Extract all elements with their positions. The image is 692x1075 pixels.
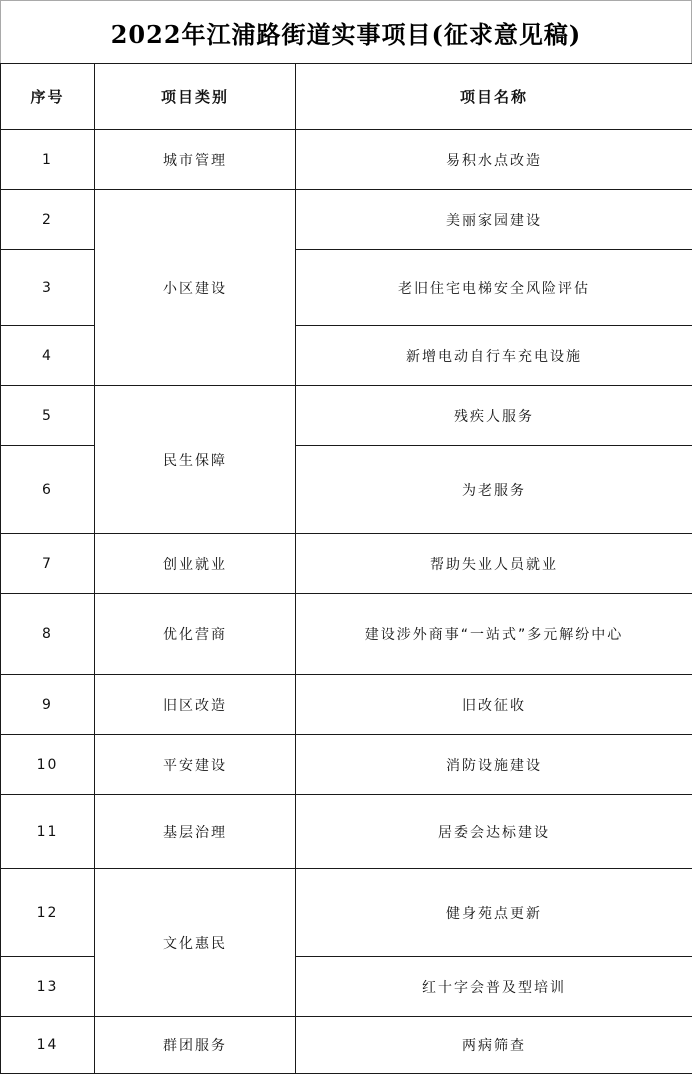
project-name: 红十字会普及型培训 bbox=[296, 957, 692, 1017]
row-number: 8 bbox=[1, 594, 95, 675]
project-name: 新增电动自行车充电设施 bbox=[296, 326, 692, 386]
header-no: 序号 bbox=[1, 64, 95, 130]
project-name: 易积水点改造 bbox=[296, 130, 692, 190]
project-name: 为老服务 bbox=[296, 446, 692, 534]
project-name: 健身苑点更新 bbox=[296, 869, 692, 957]
category-cell: 文化惠民 bbox=[95, 869, 296, 1017]
header-name: 项目名称 bbox=[296, 64, 692, 130]
table-row bbox=[1, 869, 692, 957]
table-row bbox=[1, 534, 692, 594]
category-cell: 民生保障 bbox=[95, 386, 296, 534]
category-cell: 城市管理 bbox=[95, 130, 296, 190]
row-number: 9 bbox=[1, 675, 95, 735]
project-name: 消防设施建设 bbox=[296, 735, 692, 795]
row-number: 10 bbox=[1, 735, 95, 795]
table-row bbox=[1, 795, 692, 869]
project-name: 美丽家园建设 bbox=[296, 190, 692, 250]
category-cell: 基层治理 bbox=[95, 795, 296, 869]
category-cell: 创业就业 bbox=[95, 534, 296, 594]
project-name: 帮助失业人员就业 bbox=[296, 534, 692, 594]
header-row bbox=[1, 64, 692, 130]
category-cell: 平安建设 bbox=[95, 735, 296, 795]
category-cell: 旧区改造 bbox=[95, 675, 296, 735]
project-name: 旧改征收 bbox=[296, 675, 692, 735]
row-number: 3 bbox=[1, 250, 95, 326]
table-row bbox=[1, 130, 692, 190]
row-number: 4 bbox=[1, 326, 95, 386]
category-cell: 优化营商 bbox=[95, 594, 296, 675]
row-number: 1 bbox=[1, 130, 95, 190]
row-number: 14 bbox=[1, 1017, 95, 1074]
row-number: 12 bbox=[1, 869, 95, 957]
project-name: 残疾人服务 bbox=[296, 386, 692, 446]
table-row bbox=[1, 190, 692, 250]
row-number: 2 bbox=[1, 190, 95, 250]
row-number: 11 bbox=[1, 795, 95, 869]
table-row bbox=[1, 735, 692, 795]
table-row bbox=[1, 675, 692, 735]
project-name: 老旧住宅电梯安全风险评估 bbox=[296, 250, 692, 326]
header-category: 项目类别 bbox=[95, 64, 296, 130]
project-name: 建设涉外商事“一站式”多元解纷中心 bbox=[296, 594, 692, 675]
category-cell: 群团服务 bbox=[95, 1017, 296, 1074]
page-title: 2022年江浦路街道实事项目(征求意见稿) bbox=[110, 20, 582, 49]
row-number: 7 bbox=[1, 534, 95, 594]
projects-table bbox=[0, 63, 692, 1074]
project-name: 两病筛查 bbox=[296, 1017, 692, 1074]
table-row bbox=[1, 386, 692, 446]
table-row bbox=[1, 1017, 692, 1074]
row-number: 13 bbox=[1, 957, 95, 1017]
title-cell bbox=[0, 0, 692, 64]
category-cell: 小区建设 bbox=[95, 190, 296, 386]
row-number: 6 bbox=[1, 446, 95, 534]
project-name: 居委会达标建设 bbox=[296, 795, 692, 869]
table-row bbox=[1, 594, 692, 675]
row-number: 5 bbox=[1, 386, 95, 446]
